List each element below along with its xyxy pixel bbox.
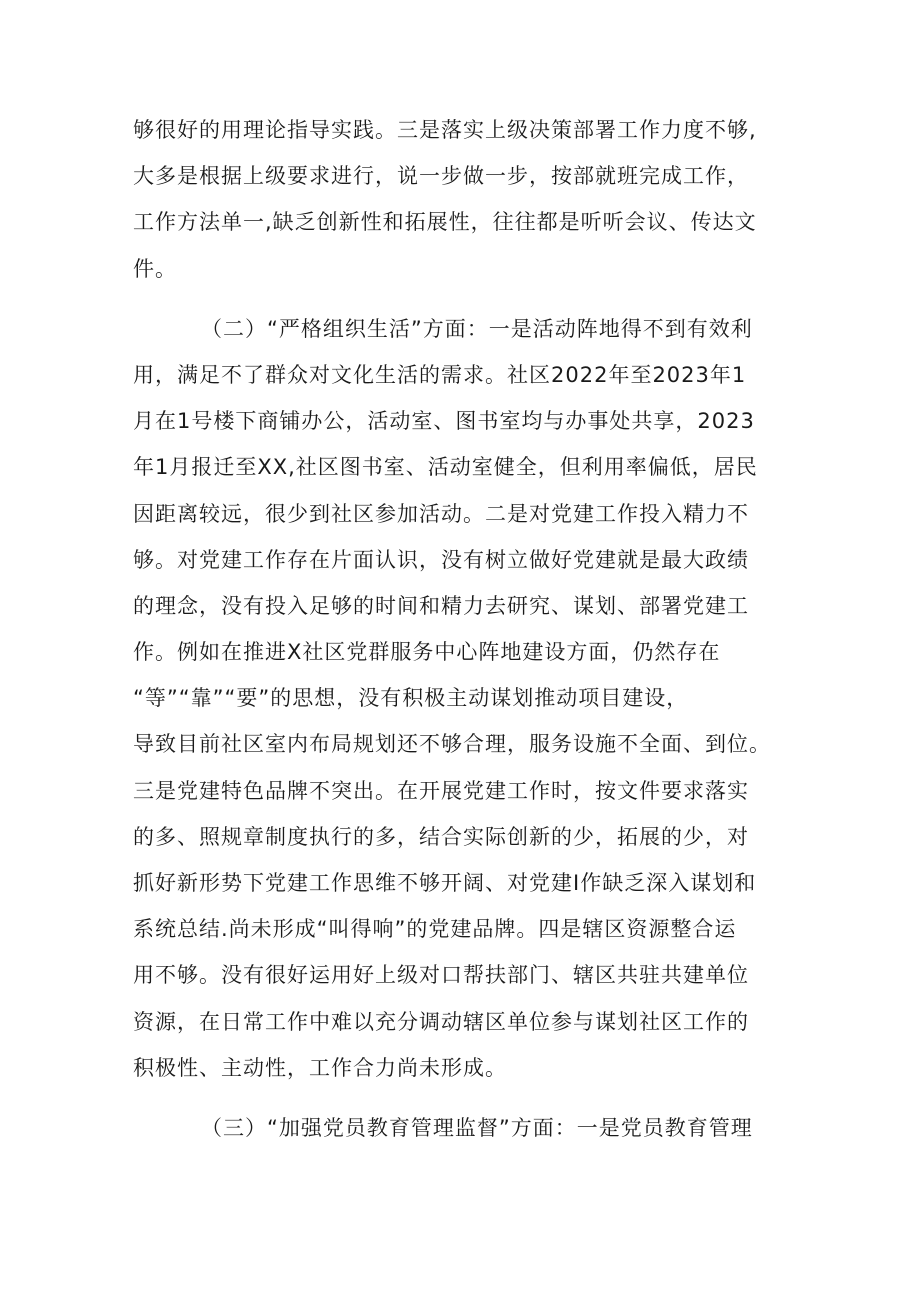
paragraph-gap — [133, 1091, 813, 1105]
text-line: 年1月报迁至XX,社区图书室、活动室健全，但利用率偏低，居民 — [133, 455, 758, 480]
text-line: “等”“靠”“要”的思想，没有积极主动谋划推动项目建设， — [133, 686, 689, 711]
text-line: （二）“严格组织生活”方面：一是活动阵地得不到有效利 — [201, 316, 753, 341]
text-line: 系统总结.尚未形成“叫得响”的党建品牌。四是辖区资源整合运 — [133, 917, 737, 942]
document-body — [133, 107, 813, 1151]
text-line: 的多、照规章制度执行的多，结合实际创新的少，拓展的少，对 — [133, 824, 749, 849]
text-line: 资源，在日常工作中难以充分调动辖区单位参与谋划社区工作的 — [133, 1009, 749, 1034]
text-line: 够很好的用理论指导实践。三是落实上级决策部署工作力度不够, — [133, 118, 757, 142]
text-line: 抓好新形势下党建工作思维不够开阔、对党建Ⅰ作缺乏深入谋划和 — [133, 871, 757, 895]
text-line: 件。 — [133, 256, 177, 281]
text-line: （三）“加强党员教育管理监督”方面：一是党员教育管理 — [201, 1115, 753, 1140]
text-line: 三是党建特色品牌不突出。在开展党建工作时，按文件要求落实 — [133, 778, 749, 803]
text-line: 工作方法单一,缺乏创新性和拓展性，往往都是听听会议、传达文 — [133, 210, 757, 235]
text-line: 够。对党建工作存在片面认识，没有树立做好党建就是最大政绩 — [133, 547, 749, 572]
text-line: 因距离较远，很少到社区参加活动。二是对党建工作投入精力不 — [133, 501, 749, 526]
paragraph — [133, 306, 813, 1091]
text-line: 积极性、主动性，工作合力尚未形成。 — [133, 1055, 507, 1080]
text-line: 导致目前社区室内布局规划还不够合理，服务设施不全面、到位。 — [133, 732, 771, 757]
paragraph — [133, 107, 813, 292]
text-line: 的理念，没有投入足够的时间和精力去研究、谋划、部署党建工 — [133, 593, 749, 618]
paragraph — [133, 1105, 813, 1151]
text-line: 用，满足不了群众对文化生活的需求。社区2022年至2023年1 — [133, 362, 747, 387]
text-line: 大多是根据上级要求进行，说一步做一步，按部就班完成工作， — [133, 164, 749, 189]
text-line: 作。例如在推进X社区党群服务中心阵地建设方面，仍然存在 — [133, 640, 721, 665]
paragraph-gap — [133, 292, 813, 306]
text-line: 用不够。没有很好运用好上级对口帮扶部门、辖区共驻共建单位 — [133, 963, 749, 988]
text-line: 月在1号楼下商铺办公，活动室、图书室均与办事处共享，2023 — [133, 409, 755, 434]
